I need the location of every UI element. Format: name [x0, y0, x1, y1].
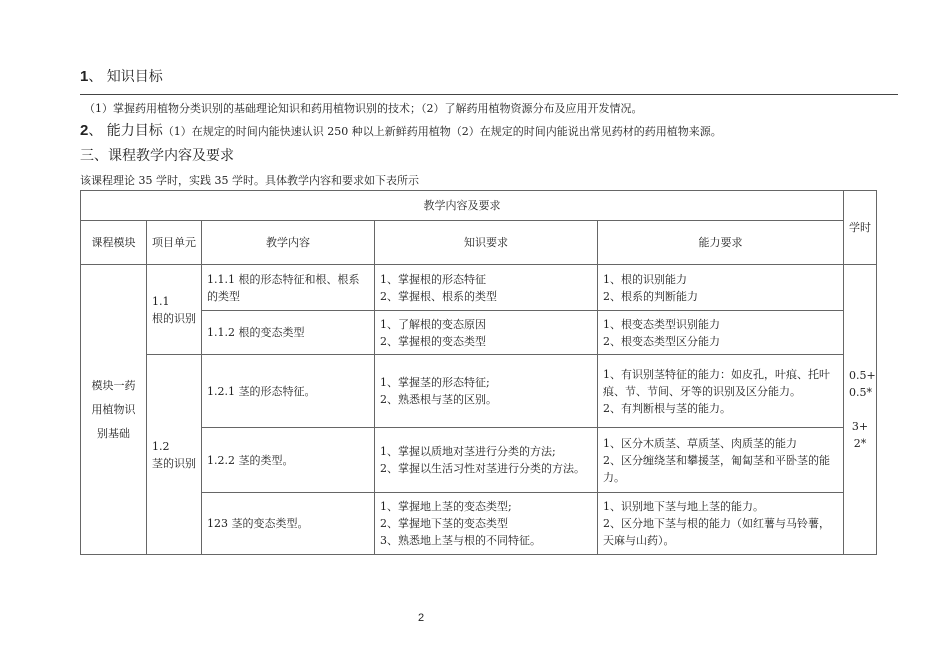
content-table [80, 190, 877, 555]
ability-cell [598, 355, 844, 428]
section1-heading [80, 66, 163, 86]
knowledge-cell [375, 355, 598, 428]
col-ability: 能力要求 [598, 221, 844, 265]
unit-title: 根的识别 [152, 311, 196, 325]
table-row [81, 265, 877, 311]
ability-cell [598, 493, 844, 555]
content-cell: 1.2.1 茎的形态特征。 [202, 355, 375, 428]
module-line: 用植物识 [91, 402, 136, 416]
section2-heading [80, 120, 722, 140]
ability-item: 2、区分缠绕茎和攀援茎，匍匐茎和平卧茎的能力。 [603, 453, 830, 484]
section2-text: （1）在规定的时间内能快速认识 250 种以上新鲜药用植物（2）在规定的时间内能说出常见药材的药用植物来源。 [162, 125, 722, 138]
knowledge-item: 2、熟悉根与茎的区别。 [380, 393, 497, 406]
content-cell: 123 茎的变态类型。 [202, 493, 375, 555]
header-main: 教学内容及要求 [81, 191, 844, 221]
section1-title: 知识目标 [106, 69, 163, 85]
ability-item: 1、有识别茎特征的能力：如皮孔，叶痕、托叶痕、节、节间、牙等的识别及区分能力。 [603, 367, 830, 398]
header-hours: 学时 [844, 191, 877, 265]
section2-number: 2 [80, 122, 89, 139]
knowledge-cell [375, 493, 598, 555]
knowledge-item: 1、掌握地上茎的变态类型; [380, 500, 512, 513]
knowledge-item: 3、熟悉地上茎与根的不同特征。 [380, 534, 541, 547]
content-cell: 1.1.1 根的形态特征和根、根系的类型 [202, 265, 375, 311]
ability-item: 1、区分木质茎、草质茎、肉质茎的能力 [603, 436, 797, 450]
unit-title: 茎的识别 [152, 456, 196, 470]
knowledge-item: 2、掌握以生活习性对茎进行分类的方法。 [380, 462, 585, 475]
knowledge-cell [375, 265, 598, 311]
section2-title: 能力目标 [106, 123, 163, 139]
table-column-row [81, 221, 877, 265]
knowledge-item: 2、掌握地下茎的变态类型 [380, 517, 508, 530]
ability-item: 1、识别地下茎与地上茎的能力。 [603, 500, 764, 513]
content-cell: 1.1.2 根的变态类型 [202, 311, 375, 355]
module-line: 模块一药 [91, 378, 136, 392]
knowledge-item: 2、掌握根、根系的类型 [380, 289, 497, 303]
col-content: 教学内容 [202, 221, 375, 265]
col-knowledge: 知识要求 [375, 221, 598, 265]
section1-number: 1 [80, 68, 89, 85]
hours-line [849, 401, 871, 418]
section-divider [80, 94, 898, 95]
hours-line: 2* [853, 437, 867, 450]
ability-item: 1、根的识别能力 [603, 272, 687, 286]
section1-text: （1）掌握药用植物分类识别的基础理论知识和药用植物识别的技术；（2）了解药用植物资源分布及应用开发情况。 [84, 102, 643, 115]
section1-sep: 、 [88, 69, 103, 85]
table-header-row [81, 191, 877, 221]
knowledge-item: 1、掌握以质地对茎进行分类的方法; [380, 445, 556, 458]
content-cell: 1.2.2 茎的类型。 [202, 428, 375, 493]
knowledge-cell [375, 311, 598, 355]
ability-item: 2、根变态类型区分能力 [603, 334, 720, 348]
knowledge-item: 1、掌握根的形态特征 [380, 272, 486, 286]
hours-line: 3+ [851, 420, 869, 433]
section3-title: 三、课程教学内容及要求 [80, 148, 234, 164]
module-cell [81, 265, 147, 555]
page-number: 2 [418, 612, 425, 624]
knowledge-item: 1、了解根的变态原因 [380, 317, 486, 331]
ability-item: 2、区分地下茎与根的能力（如红薯与马铃薯，天麻与山药）。 [603, 517, 830, 547]
module-line: 别基础 [97, 426, 130, 440]
unit-number: 1.1 [152, 294, 170, 308]
ability-cell [598, 265, 844, 311]
knowledge-cell [375, 428, 598, 493]
unit-cell-2 [147, 355, 202, 555]
hours-line: 0.5* [849, 386, 873, 399]
unit-cell-1 [147, 265, 202, 355]
section2-sep: 、 [88, 123, 103, 139]
ability-cell [598, 311, 844, 355]
ability-cell [598, 428, 844, 493]
ability-item: 1、根变态类型识别能力 [603, 317, 720, 331]
hours-cell [844, 265, 877, 555]
col-unit: 项目单元 [147, 221, 202, 265]
hours-line: 0.5+ [849, 369, 876, 382]
table-intro: 该课程理论 35 学时，实践 35 学时。具体教学内容和要求如下表所示 [80, 174, 419, 187]
ability-item: 2、有判断根与茎的能力。 [603, 401, 731, 415]
ability-item: 2、根系的判断能力 [603, 289, 698, 303]
unit-number: 1.2 [152, 439, 170, 453]
table-row [81, 355, 877, 428]
knowledge-item: 2、掌握根的变态类型 [380, 334, 486, 348]
col-module: 课程模块 [81, 221, 147, 265]
knowledge-item: 1、掌握茎的形态特征; [380, 376, 490, 389]
